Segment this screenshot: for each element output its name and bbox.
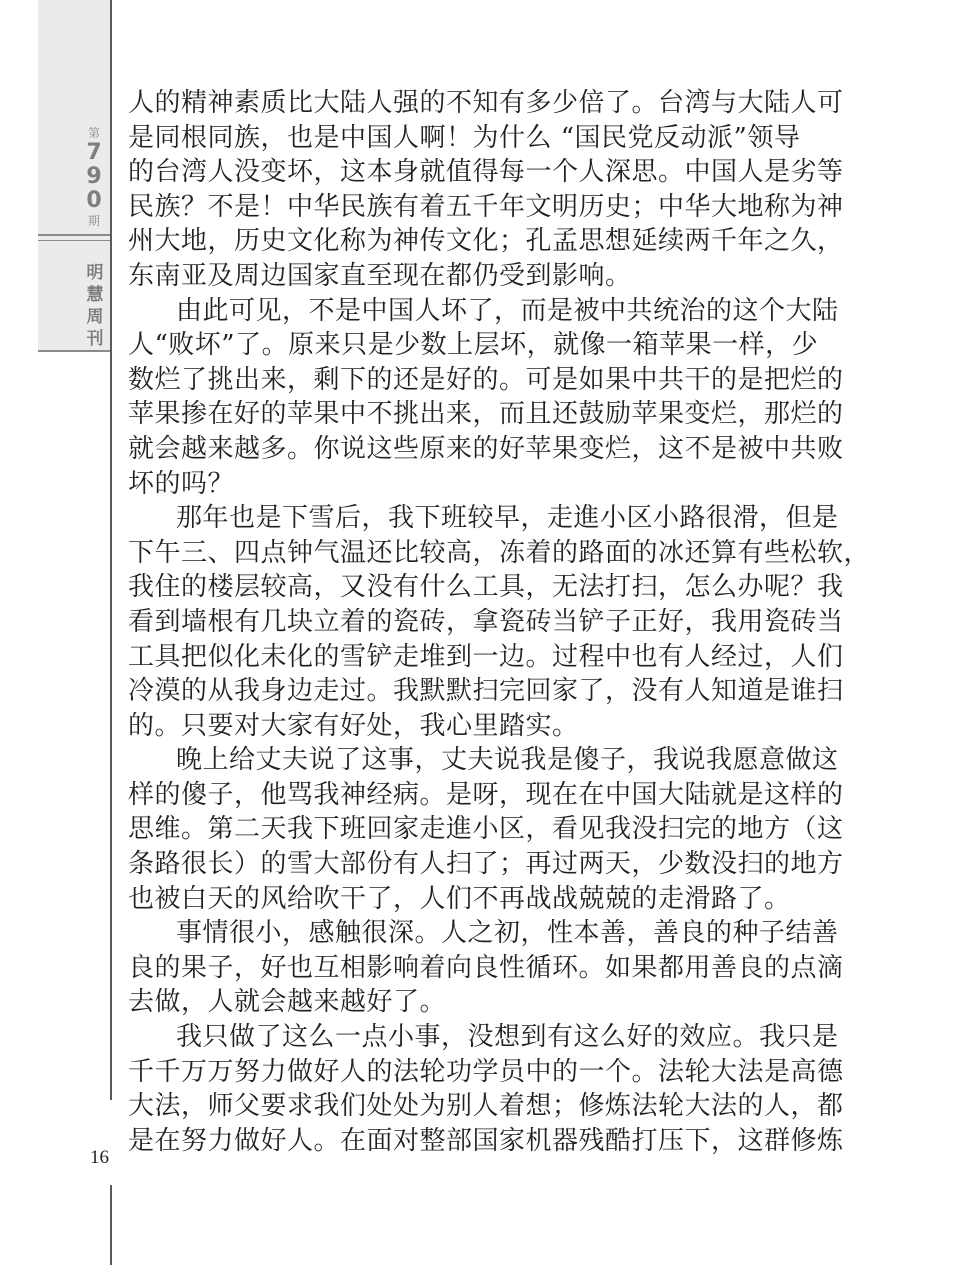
article-line: 看到墙根有几块立着的瓷砖，拿瓷砖当铲子正好，我用瓷砖当 xyxy=(128,606,844,637)
article-body xyxy=(128,86,871,1158)
magazine-title xyxy=(80,262,110,350)
article-line: 事情很小，感触很深。人之初，性本善，善良的种子结善 xyxy=(176,918,839,949)
article-line: 下午三、四点钟气温还比较高，冻着的路面的冰还算有些松软， xyxy=(128,537,871,568)
article-line: 样的傻子，他骂我神经病。是呀，现在在中国大陆就是这样的 xyxy=(128,779,844,810)
magazine-title-char: 周 xyxy=(86,307,104,327)
article-line: 思维。第二天我下班回家走進小区，看见我没扫完的地方（这 xyxy=(128,814,844,845)
article-line: 我住的楼层较高，又没有什么工具，无法打扫，怎么办呢？我 xyxy=(128,572,844,603)
article-line: 良的果子，好也互相影响着向良性循环。如果都用善良的点滴 xyxy=(128,952,844,983)
article-line: 我只做了这么一点小事，没想到有这么好的效应。我只是 xyxy=(176,1022,839,1053)
article-line: 人的精神素质比大陆人强的不知有多少倍了。台湾与大陆人可 xyxy=(128,88,844,118)
issue-number-digit: 9 xyxy=(86,164,102,189)
article-line: 千千万万努力做好人的法轮功学员中的一个。法轮大法是高德 xyxy=(128,1056,844,1087)
sidebar-divider-rule-thin xyxy=(38,240,112,241)
article-line: 东南亚及周边国家直至现在都仍受到影响。 xyxy=(128,260,632,291)
article-line: 民族？不是！中华民族有着五千年文明历史；中华大地称为神 xyxy=(128,191,844,222)
issue-label xyxy=(78,125,110,229)
article-line: 去做，人就会越来越好了。 xyxy=(128,987,447,1018)
article-line: 州大地，历史文化称为神传文化；孔孟思想延续两千年之久， xyxy=(128,226,844,257)
magazine-title-char: 刊 xyxy=(86,329,104,349)
article-line: 人“败坏”了。原来只是少数上层坏，就像一箱苹果一样，少 xyxy=(128,330,819,361)
sidebar-bottom-rule xyxy=(38,350,112,352)
margin-vertical-line-lower xyxy=(110,1185,112,1265)
article-line: 数烂了挑出来，剩下的还是好的。可是如果中共干的是把烂的 xyxy=(128,364,844,395)
issue-number-digit: 7 xyxy=(86,140,102,165)
article-line: 是同根同族，也是中国人啊！为什么 “国民党反动派”领导 xyxy=(128,122,801,153)
issue-suffix: 期 xyxy=(87,214,100,228)
article-line: 是在努力做好人。在面对整部国家机器残酷打压下，这群修炼 xyxy=(128,1125,844,1156)
article-line: 的。只要对大家有好处，我心里踏实。 xyxy=(128,710,579,741)
sidebar-divider-rule xyxy=(38,234,112,236)
magazine-title-char: 明 xyxy=(86,263,104,283)
article-line: 由此可见，不是中国人坏了，而是被中共统治的这个大陆 xyxy=(176,295,839,326)
article-line: 工具把似化未化的雪铲走堆到一边。过程中也有人经过，人们 xyxy=(128,641,844,672)
page-number: 16 xyxy=(90,1147,109,1168)
article-line: 坏的吗？ xyxy=(128,468,235,499)
article-line: 条路很长）的雪大部份有人扫了；再过两天，少数没扫的地方 xyxy=(128,849,844,880)
article-line: 晚上给丈夫说了这事，丈夫说我是傻子，我说我愿意做这 xyxy=(176,745,839,776)
issue-prefix: 第 xyxy=(87,126,100,140)
margin-vertical-line xyxy=(110,0,112,1100)
article-line: 大法，师父要求我们处处为别人着想；修炼法轮大法的人，都 xyxy=(128,1091,844,1122)
article-line: 那年也是下雪后，我下班较早，走進小区小路很滑，但是 xyxy=(176,503,839,534)
issue-number-digit: 0 xyxy=(86,188,102,213)
magazine-title-char: 慧 xyxy=(86,285,104,305)
article-line: 就会越来越多。你说这些原来的好苹果变烂，这不是被中共败 xyxy=(128,433,844,464)
article-line: 苹果掺在好的苹果中不挑出来，而且还鼓励苹果变烂，那烂的 xyxy=(128,399,844,430)
article-line: 冷漠的从我身边走过。我默默扫完回家了，没有人知道是谁扫 xyxy=(128,676,844,707)
article-line: 也被白天的风给吹干了，人们不再战战兢兢的走滑路了。 xyxy=(128,883,791,914)
article-line: 的台湾人没变坏，这本身就值得每一个人深思。中国人是劣等 xyxy=(128,157,844,188)
